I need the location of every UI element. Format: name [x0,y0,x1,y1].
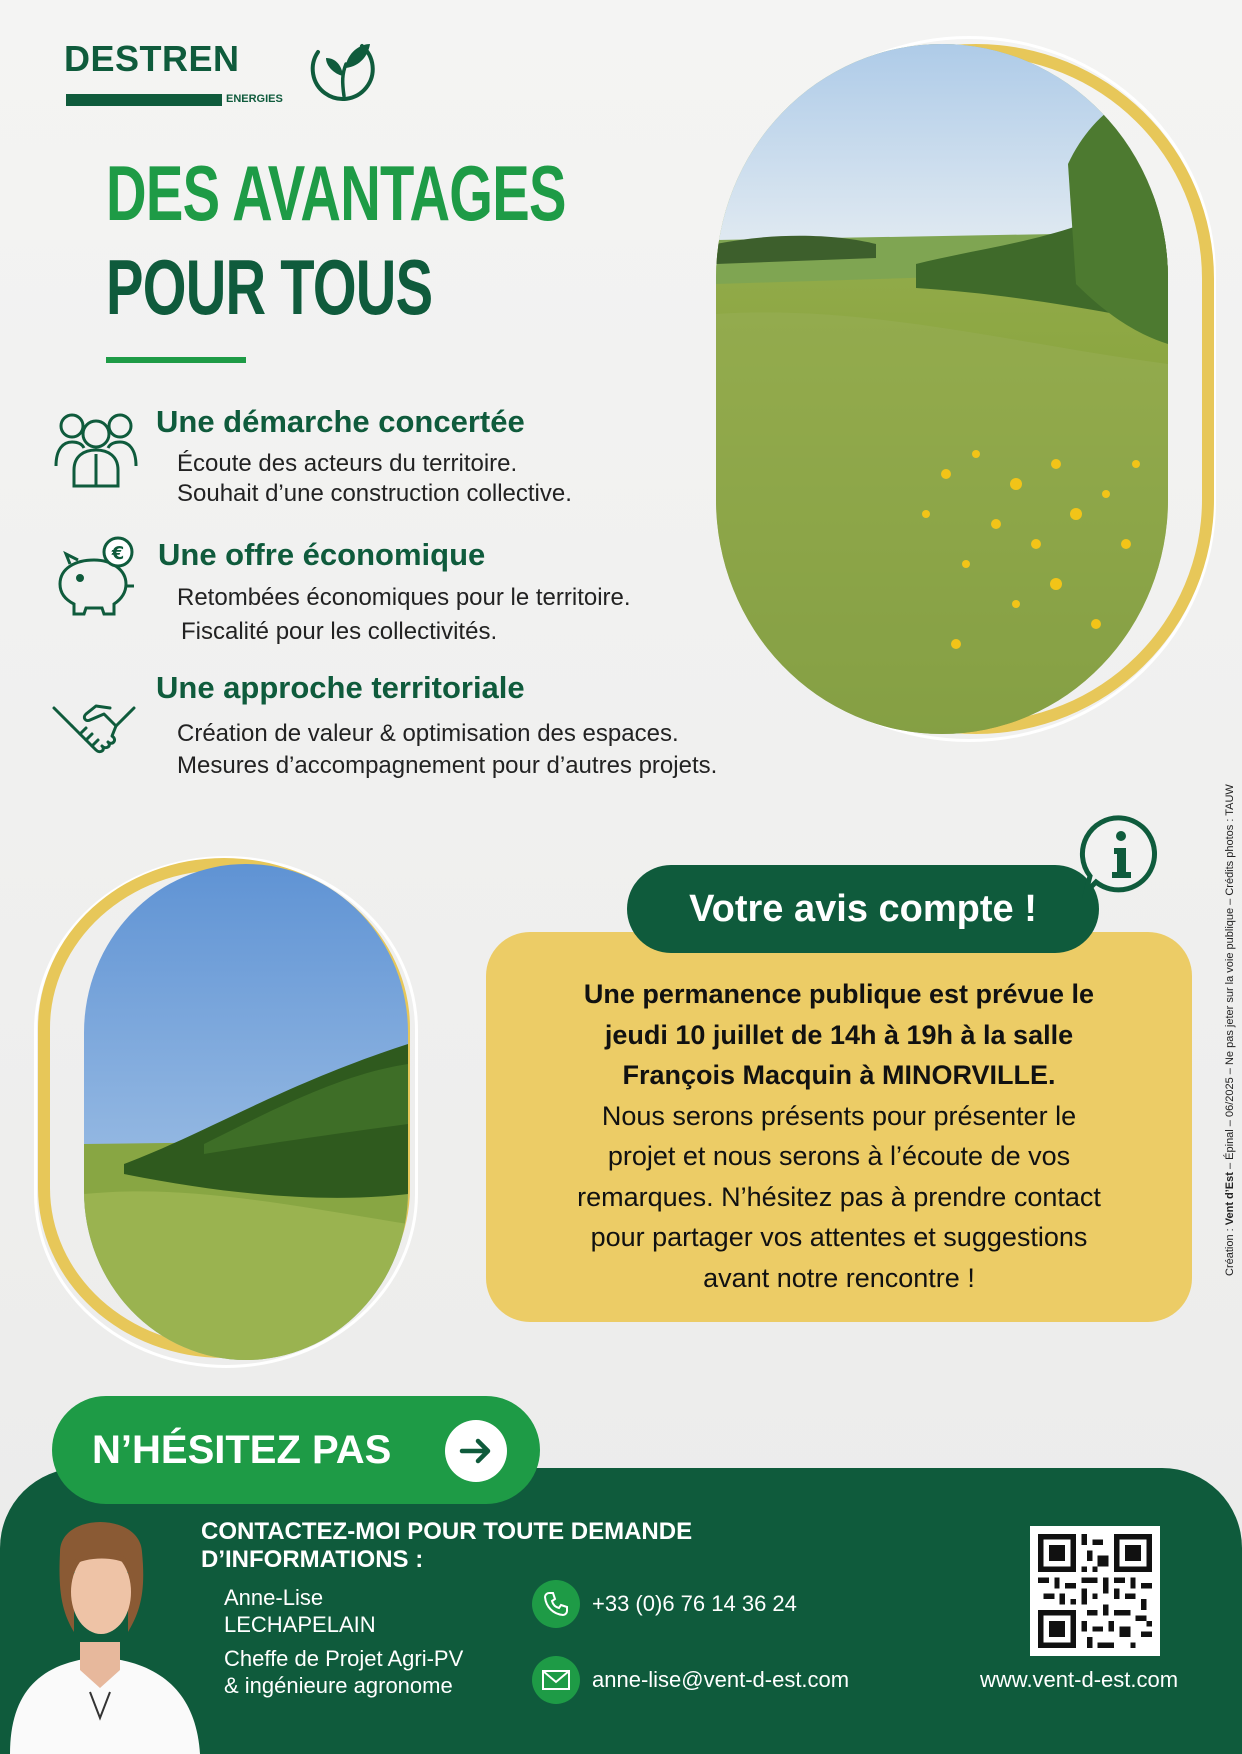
info-line: Nous serons présents pour présenter le [601,1100,1077,1131]
logo-subtitle: ENERGIES [226,93,283,105]
qr-code[interactable] [1030,1526,1160,1656]
credit-line [1224,656,1236,1276]
logo-bar [66,94,222,106]
contact-role: Cheffe de Projet Agri-PV [224,1646,464,1671]
info-heading: Votre avis compte ! [689,887,1037,930]
sprout-logo-icon [306,34,376,106]
hedge-photo [84,864,408,1360]
contact-phone[interactable]: +33 (0)6 76 14 36 24 [592,1591,797,1616]
advantage-line: Retombées économiques pour le territoire. [177,584,631,611]
info-line: projet et nous serons à l’écoute de vos [607,1141,1071,1171]
people-group-icon [52,404,140,492]
title-line-1: DES AVANTAGES [106,149,566,237]
handshake-icon [50,680,138,768]
info-heading-pill [627,865,1099,953]
contact-first-name: Anne-Lise [224,1585,324,1610]
svg-text:€: € [111,543,125,564]
advantage-line: Souhait d’une construction collective. [177,480,572,507]
piggy-bank-euro-icon [50,534,138,622]
phone-icon [532,1580,580,1628]
contact-last-name: LECHAPELAIN [224,1612,376,1637]
advantage-title: Une approche territoriale [156,670,525,705]
info-line: avant notre rencontre ! [703,1262,975,1293]
advantage-line: Écoute des acteurs du territoire. [177,450,518,477]
advantage-title: Une démarche concertée [156,404,525,439]
info-line: remarques. N’hésitez pas à prendre contact [577,1181,1101,1212]
info-panel [486,932,1192,1322]
page-title [106,146,566,334]
contact-heading-line: D’INFORMATIONS : [201,1546,424,1573]
contact-role: & ingénieure agronome [224,1673,453,1698]
contact-heading [201,1518,692,1574]
meadow-photo [716,44,1168,734]
credit-rest: – Épinal – 06/2025 – Ne pas jeter sur la voie publique – Crédits photos : TAUW [1224,784,1236,1173]
title-underline [106,357,246,363]
contact-portrait [0,1492,210,1754]
advantage-line: Création de valeur & optimisation des espaces. [177,720,679,747]
title-line-2: POUR TOUS [106,243,433,331]
contact-email[interactable]: anne-lise@vent-d-est.com [592,1667,850,1692]
info-line: pour partager vos attentes et suggestions [590,1222,1088,1252]
advantage-title: Une offre économique [158,537,486,572]
logo-wordmark: DESTREN [64,38,240,79]
credit-prefix: Création : [1224,1225,1236,1276]
info-bold-line: Une permanence publique est prévue le [583,979,1095,1009]
website-link[interactable]: www.vent-d-est.com [980,1667,1179,1692]
advantage-line: Fiscalité pour les collectivités. [181,618,498,645]
credit-agency: Vent d’Est [1224,1172,1236,1226]
info-bold-line: jeudi 10 juillet de 14h à 19h à la salle [604,1019,1074,1050]
cta-label: N’HÉSITEZ PAS [92,1427,392,1472]
arrow-right-icon[interactable] [445,1420,507,1482]
email-icon [532,1656,580,1704]
advantage-line: Mesures d’accompagnement pour d’autres projets. [177,752,718,779]
info-bold-line: François Macquin à MINORVILLE. [622,1060,1056,1090]
info-bubble-icon [1078,812,1164,898]
contact-heading-line: CONTACTEZ-MOI POUR TOUTE DEMANDE [201,1518,693,1545]
